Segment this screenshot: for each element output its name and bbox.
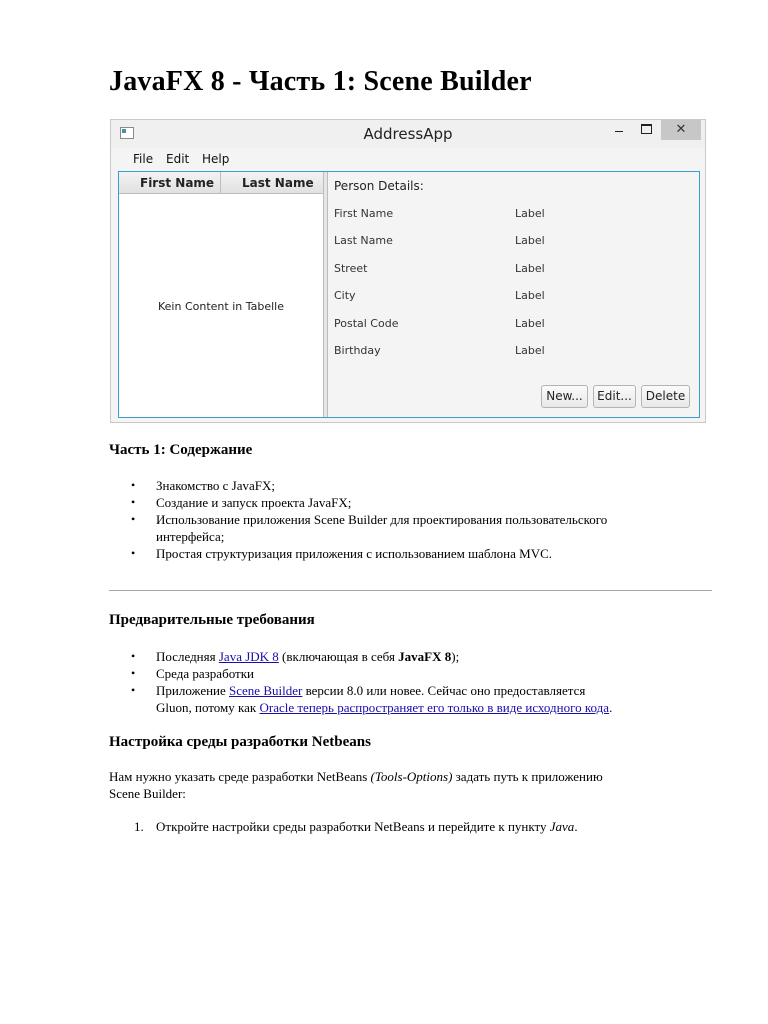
maximize-icon[interactable] [636, 120, 656, 140]
column-last-name[interactable]: Last Name [242, 176, 314, 190]
contents-list [156, 477, 607, 562]
details-heading: Person Details: [334, 179, 424, 193]
detail-label: City [334, 289, 356, 302]
prereq-list [156, 648, 612, 716]
app-window-screenshot [110, 119, 706, 423]
java-jdk-link[interactable]: Java JDK 8 [218, 649, 279, 664]
netbeans-heading: Настройка среды разработки Netbeans [109, 734, 371, 750]
detail-label: First Name [334, 207, 394, 220]
list-item: • Среда разработки [156, 665, 612, 682]
detail-value: Label [515, 207, 545, 220]
table-header [119, 172, 323, 194]
list-item-continuation: интерфейса; [156, 529, 225, 544]
detail-value: Label [515, 289, 545, 302]
list-item: • Создание и запуск проекта JavaFX; [156, 494, 607, 511]
window-title: AddressApp [363, 125, 453, 143]
numbered-step [134, 818, 578, 835]
step-number: 1. [134, 819, 144, 834]
detail-value: Label [515, 262, 545, 275]
detail-label: Street [334, 262, 368, 275]
menu-file[interactable]: File [133, 152, 154, 166]
list-item: • Знакомство с JavaFX; [156, 477, 607, 494]
menu-edit[interactable]: Edit [166, 152, 190, 166]
close-icon[interactable]: ✕ [661, 120, 701, 140]
detail-value: Label [515, 234, 545, 247]
window-titlebar [111, 120, 705, 148]
list-item: • Последняя Java JDK 8 (включающая в себя JavaFX 8); [156, 648, 612, 665]
split-pane [118, 171, 700, 418]
list-item: • Приложение Scene Builder версии 8.0 или новее. Сейчас оно предоставляется [156, 682, 612, 699]
detail-value: Label [515, 344, 545, 357]
prereq-heading: Предварительные требования [109, 612, 315, 628]
person-table[interactable] [119, 172, 323, 417]
minimize-icon[interactable] [609, 120, 631, 140]
menu-bar [111, 148, 705, 170]
delete-button[interactable]: Delete [641, 385, 690, 408]
detail-label: Last Name [334, 234, 393, 247]
split-divider[interactable] [323, 172, 328, 417]
detail-value: Label [515, 317, 545, 330]
detail-label: Birthday [334, 344, 381, 357]
step-text: Откройте настройки среды разработки NetBeans и перейдите к пункту Java. [156, 819, 578, 834]
table-empty-message: Kein Content in Tabelle [158, 300, 284, 313]
list-item: • Использование приложения Scene Builder для проектирования пользовательского [156, 511, 607, 528]
list-item-continuation: Gluon, потому как Oracle теперь распространяет его только в виде исходного кода. [156, 700, 613, 715]
netbeans-paragraph: Нам нужно указать среде разработки NetBeans (Tools-Options) задать путь к приложению Scene Builder: [109, 769, 603, 801]
column-first-name[interactable]: First Name [140, 176, 215, 190]
oracle-source-link[interactable]: Oracle теперь распространяет его только в виде исходного кода [259, 700, 610, 715]
horizontal-rule [109, 590, 712, 591]
edit-button[interactable]: Edit... [593, 385, 636, 408]
column-divider[interactable] [220, 172, 221, 194]
menu-help[interactable]: Help [202, 152, 230, 166]
new-button[interactable]: New... [541, 385, 588, 408]
page-title: JavaFX 8 - Часть 1: Scene Builder [109, 66, 532, 97]
list-item: • Простая структуризация приложения с использованием шаблона MVC. [156, 545, 607, 562]
scene-builder-link[interactable]: Scene Builder [229, 683, 303, 698]
contents-heading: Часть 1: Содержание [109, 442, 253, 458]
detail-label: Postal Code [334, 317, 399, 330]
